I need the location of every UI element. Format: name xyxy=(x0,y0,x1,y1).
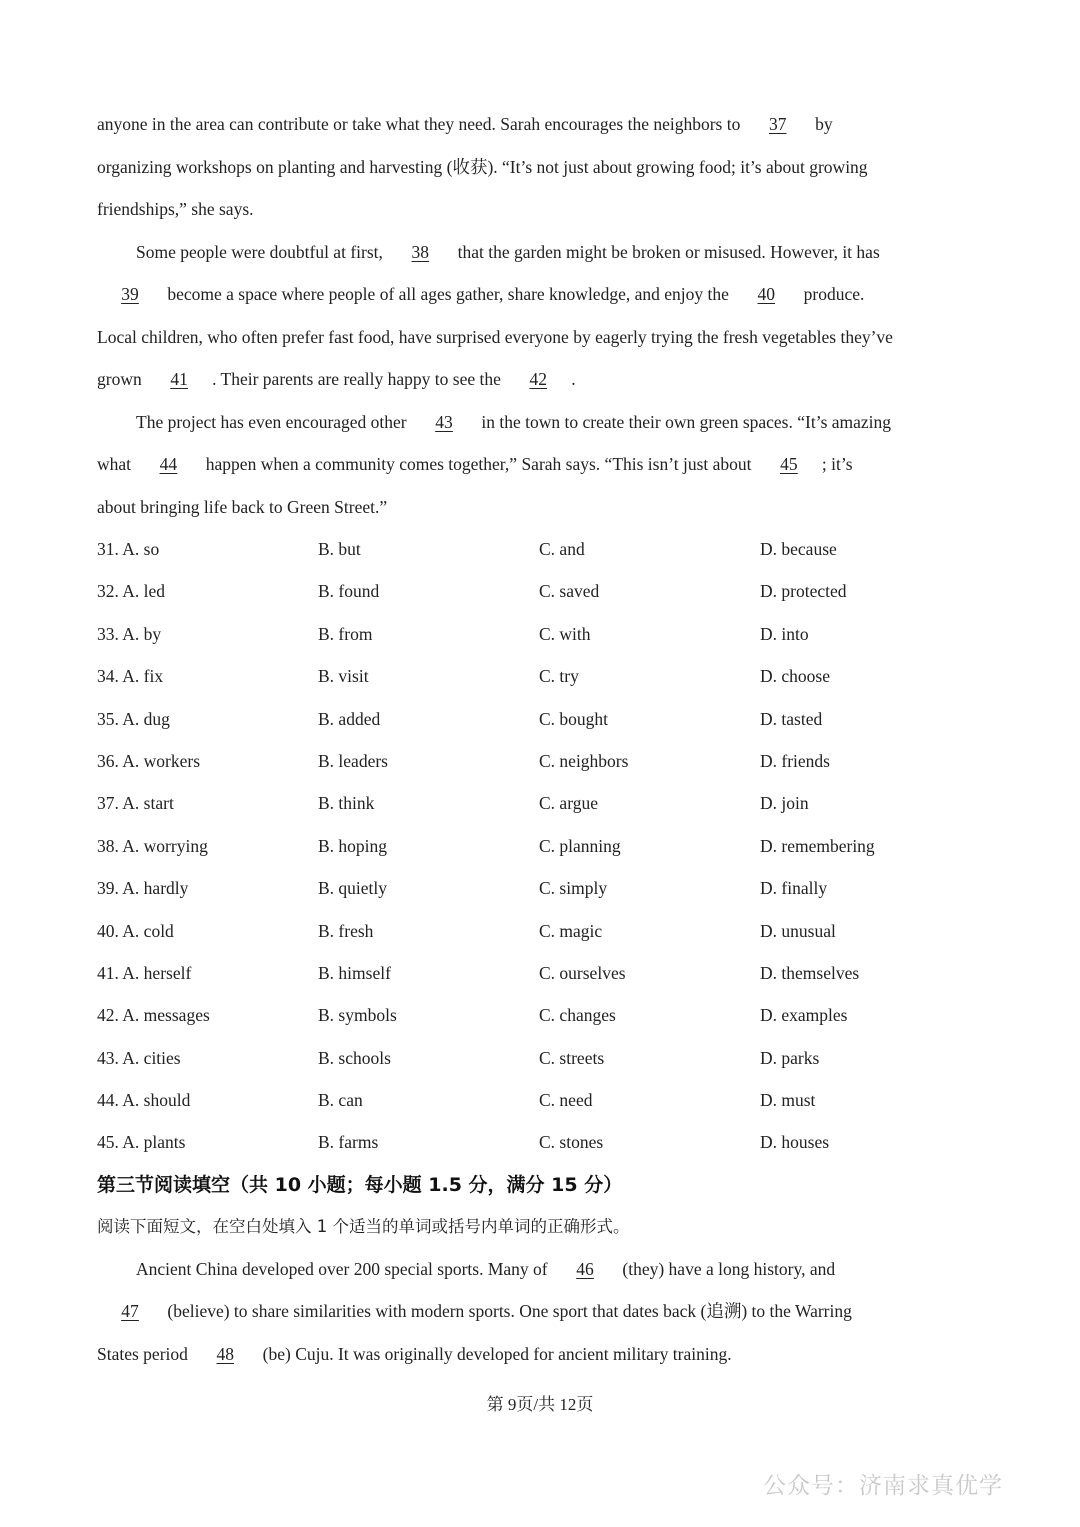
section-title: 第三节阅读填空（共 10 小题；每小题 1.5 分，满分 15 分） xyxy=(97,1173,623,1196)
options-list xyxy=(97,528,987,1164)
option-b: B. think xyxy=(318,793,375,814)
option-d: D. choose xyxy=(760,666,830,687)
text: that the garden might be broken or misused. However, it has xyxy=(457,241,880,262)
option-c: C. stones xyxy=(539,1132,604,1153)
option-a: 42. A. messages xyxy=(97,1005,210,1026)
text: Ancient China developed over 200 special sports. Many of xyxy=(136,1258,548,1279)
option-row-34 xyxy=(97,655,987,697)
text: Some people were doubtful at first, xyxy=(136,241,383,262)
option-d: D. houses xyxy=(760,1132,830,1153)
blank-46: 46 xyxy=(576,1258,594,1279)
passage-line xyxy=(97,1248,987,1291)
passage-line xyxy=(97,1290,987,1333)
option-b: B. found xyxy=(318,581,380,602)
option-row-45 xyxy=(97,1121,987,1163)
passage-line: about bringing life back to Green Street.” xyxy=(97,496,388,517)
option-row-41 xyxy=(97,952,987,994)
option-c: C. saved xyxy=(539,581,600,602)
option-b: B. added xyxy=(318,708,381,729)
text: anyone in the area can contribute or take what they need. Sarah encourages the neighbors to xyxy=(97,114,741,134)
option-d: D. join xyxy=(760,793,809,814)
option-c: C. magic xyxy=(539,920,603,941)
option-c: C. streets xyxy=(539,1047,605,1068)
blank-40: 40 xyxy=(757,284,775,304)
option-c: C. planning xyxy=(539,835,621,856)
text: grown xyxy=(97,369,142,389)
option-a: 33. A. by xyxy=(97,623,162,644)
option-a: 43. A. cities xyxy=(97,1047,181,1068)
text: (they) have a long history, and xyxy=(622,1258,836,1279)
option-row-40 xyxy=(97,910,987,952)
option-b: B. farms xyxy=(318,1132,379,1153)
text: what xyxy=(97,454,132,474)
option-d: D. parks xyxy=(760,1047,820,1068)
option-b: B. visit xyxy=(318,666,369,687)
option-b: B. schools xyxy=(318,1047,391,1068)
passage-line xyxy=(97,103,987,146)
option-c: C. need xyxy=(539,1090,593,1111)
blank-39: 39 xyxy=(121,284,139,304)
option-c: C. bought xyxy=(539,708,609,729)
watermark: 公众号：济南求真优学 xyxy=(763,1473,1003,1499)
option-c: C. and xyxy=(539,539,585,559)
option-b: B. can xyxy=(318,1090,363,1111)
option-a: 39. A. hardly xyxy=(97,878,189,899)
option-row-42 xyxy=(97,994,987,1036)
option-b: B. himself xyxy=(318,962,391,983)
text: (believe) to share similarities with modern sports. One sport that dates back (追溯) to the Warring xyxy=(167,1301,852,1322)
blank-44: 44 xyxy=(159,454,178,474)
page-content xyxy=(97,103,987,1375)
passage-line xyxy=(97,358,987,401)
option-c: C. neighbors xyxy=(539,750,629,771)
option-a: 40. A. cold xyxy=(97,920,174,941)
passage-line xyxy=(97,443,987,486)
passage-line: organizing workshops on planting and harvesting (收获). “It’s not just about growing food; it’s about growing xyxy=(97,156,868,177)
blank-41: 41 xyxy=(170,369,188,389)
option-a: 45. A. plants xyxy=(97,1132,186,1153)
option-a: 36. A. workers xyxy=(97,750,201,771)
blank-48: 48 xyxy=(216,1343,235,1364)
option-row-43 xyxy=(97,1037,987,1079)
option-b: B. quietly xyxy=(318,878,388,899)
blank-47: 47 xyxy=(121,1301,139,1322)
option-b: B. from xyxy=(318,623,373,644)
text: (be) Cuju. It was originally developed for ancient military training. xyxy=(262,1343,732,1364)
option-d: D. protected xyxy=(760,581,847,602)
passage-line: Local children, who often prefer fast food, have surprised everyone by eagerly trying the fresh vegetables they’ve xyxy=(97,326,893,347)
option-a: 44. A. should xyxy=(97,1090,191,1111)
passage-line xyxy=(97,231,987,274)
option-row-36 xyxy=(97,740,987,782)
text: produce. xyxy=(803,284,865,304)
text: become a space where people of all ages gather, share knowledge, and enjoy the xyxy=(167,284,729,304)
blank-38: 38 xyxy=(411,241,430,262)
text: States period xyxy=(97,1343,188,1364)
passage-line xyxy=(97,273,987,316)
option-b: B. leaders xyxy=(318,750,388,771)
option-a: 32. A. led xyxy=(97,581,166,602)
page-number: 第 9页/共 12页 xyxy=(486,1395,594,1414)
option-a: 41. A. herself xyxy=(97,962,192,983)
text: in the town to create their own green spaces. “It’s amazing xyxy=(481,411,892,432)
option-d: D. themselves xyxy=(760,962,860,983)
option-b: B. symbols xyxy=(318,1005,397,1026)
option-a: 37. A. start xyxy=(97,793,174,814)
option-d: D. finally xyxy=(760,878,828,899)
option-row-33 xyxy=(97,613,987,655)
passage-line xyxy=(97,401,987,444)
option-b: B. hoping xyxy=(318,835,388,856)
option-row-35 xyxy=(97,698,987,740)
option-a: 35. A. dug xyxy=(97,708,170,729)
option-row-38 xyxy=(97,825,987,867)
option-a: 34. A. fix xyxy=(97,666,164,687)
option-d: D. because xyxy=(760,539,837,559)
option-row-31 xyxy=(97,528,987,570)
option-c: C. changes xyxy=(539,1005,616,1026)
option-a: 31. A. so xyxy=(97,539,160,559)
option-c: C. argue xyxy=(539,793,598,814)
blank-43: 43 xyxy=(435,411,453,432)
option-row-32 xyxy=(97,570,987,612)
option-b: B. fresh xyxy=(318,920,374,941)
option-c: C. try xyxy=(539,666,579,687)
option-d: D. examples xyxy=(760,1005,848,1026)
option-c: C. with xyxy=(539,623,591,644)
option-a: 38. A. worrying xyxy=(97,835,208,856)
option-c: C. ourselves xyxy=(539,962,626,983)
option-d: D. must xyxy=(760,1090,816,1111)
passage-line: friendships,” she says. xyxy=(97,199,254,219)
option-row-44 xyxy=(97,1079,987,1121)
blank-45: 45 xyxy=(780,454,798,474)
option-d: D. friends xyxy=(760,750,830,771)
option-d: D. into xyxy=(760,623,809,644)
text: happen when a community comes together,” Sarah says. “This isn’t just about xyxy=(205,454,752,474)
text: by xyxy=(815,114,833,134)
blank-42: 42 xyxy=(529,369,548,389)
option-row-37 xyxy=(97,782,987,824)
option-c: C. simply xyxy=(539,878,608,899)
option-d: D. unusual xyxy=(760,920,836,941)
option-b: B. but xyxy=(318,539,361,559)
text: . Their parents are really happy to see the xyxy=(212,369,501,389)
blank-37: 37 xyxy=(768,114,787,134)
passage-line xyxy=(97,1333,987,1376)
text: ; it’s xyxy=(821,454,853,474)
text: . xyxy=(571,369,576,389)
option-row-39 xyxy=(97,867,987,909)
option-d: D. remembering xyxy=(760,835,875,856)
text: The project has even encouraged other xyxy=(136,411,407,432)
section-instruction: 阅读下面短文，在空白处填入 1 个适当的单词或括号内单词的正确形式。 xyxy=(97,1216,630,1236)
option-d: D. tasted xyxy=(760,708,823,729)
